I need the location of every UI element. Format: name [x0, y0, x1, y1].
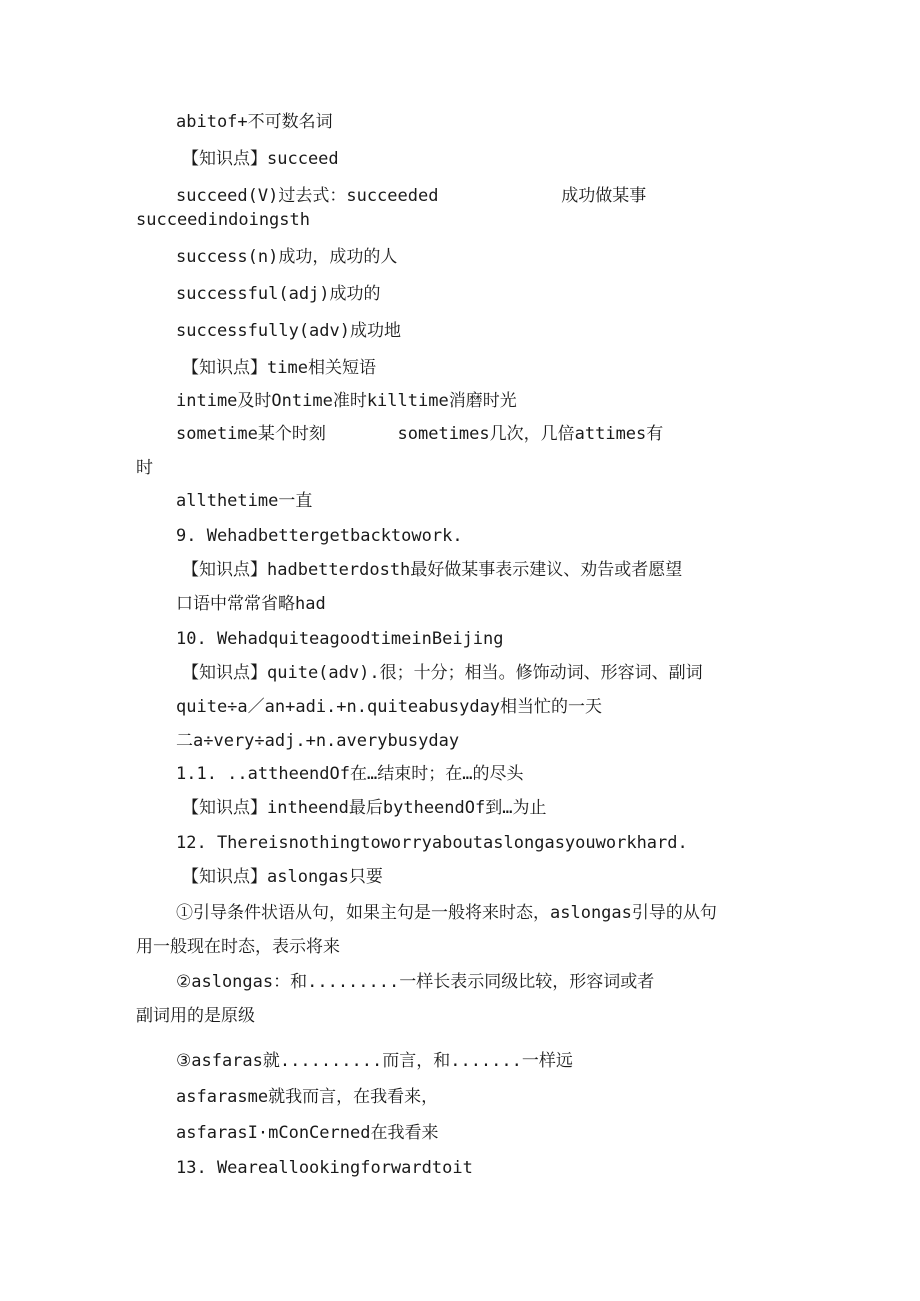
- text-line: asfarasme就我而言，在我看来，: [176, 1087, 439, 1107]
- text-line: 口语中常常省略had: [176, 594, 326, 614]
- text-line: successfully(adv)成功地: [176, 321, 401, 341]
- text-line: 二a÷very÷adj.+n.averybusyday: [176, 731, 460, 751]
- text-line: 时: [136, 458, 153, 478]
- text-line: 用一般现在时态，表示将来: [136, 937, 340, 957]
- sentence-9: 9. Wehadbettergetbacktowork.: [176, 526, 463, 546]
- sentence-11: 1.1. ..attheendOf在…结束时；在…的尽头: [176, 764, 524, 784]
- knowledge-heading: 【知识点】aslongas只要: [182, 867, 383, 887]
- text-line: ①引导条件状语从句，如果主句是一般将来时态，aslongas引导的从句: [176, 903, 717, 923]
- text-line: abitof+不可数名词: [176, 112, 333, 132]
- knowledge-heading: 【知识点】time相关短语: [182, 358, 376, 378]
- text-line: ②aslongas：和.........一样长表示同级比较，形容词或者: [176, 972, 655, 992]
- sentence-10: 10. WehadquiteagoodtimeinBeijing: [176, 629, 504, 649]
- knowledge-heading: 【知识点】succeed: [182, 149, 339, 169]
- knowledge-heading: 【知识点】quite(adv).很；十分；相当。修饰动词、形容词、副词: [182, 663, 703, 683]
- text-line: 副词用的是原级: [136, 1006, 255, 1026]
- sentence-13: 13. Weareallookingforwardtoit: [176, 1158, 473, 1178]
- text-line: allthetime一直: [176, 491, 313, 511]
- text-line: intime及时Ontime准时killtime消磨时光: [176, 391, 517, 411]
- text-line: sometime某个时刻 sometimes几次，几倍attimes有: [176, 424, 664, 444]
- text-line: ③asfaras就..........而言，和.......一样远: [176, 1051, 573, 1071]
- sentence-12: 12. Thereisnothingtoworryaboutaslongasyouworkhard.: [176, 833, 688, 853]
- knowledge-heading: 【知识点】intheend最后bytheendOf到…为止: [182, 798, 547, 818]
- text-line: succeedindoingsth: [136, 210, 310, 230]
- text-line: successful(adj)成功的: [176, 284, 381, 304]
- text-line: asfarasI·mConCerned在我看来: [176, 1123, 439, 1143]
- text-line: quite÷a／an+adi.+n.quiteabusyday相当忙的一天: [176, 697, 603, 717]
- text-line: succeed(V)过去式：succeeded 成功做某事: [176, 186, 647, 206]
- text-line: success(n)成功，成功的人: [176, 247, 398, 267]
- knowledge-heading: 【知识点】hadbetterdosth最好做某事表示建议、劝告或者愿望: [182, 560, 683, 580]
